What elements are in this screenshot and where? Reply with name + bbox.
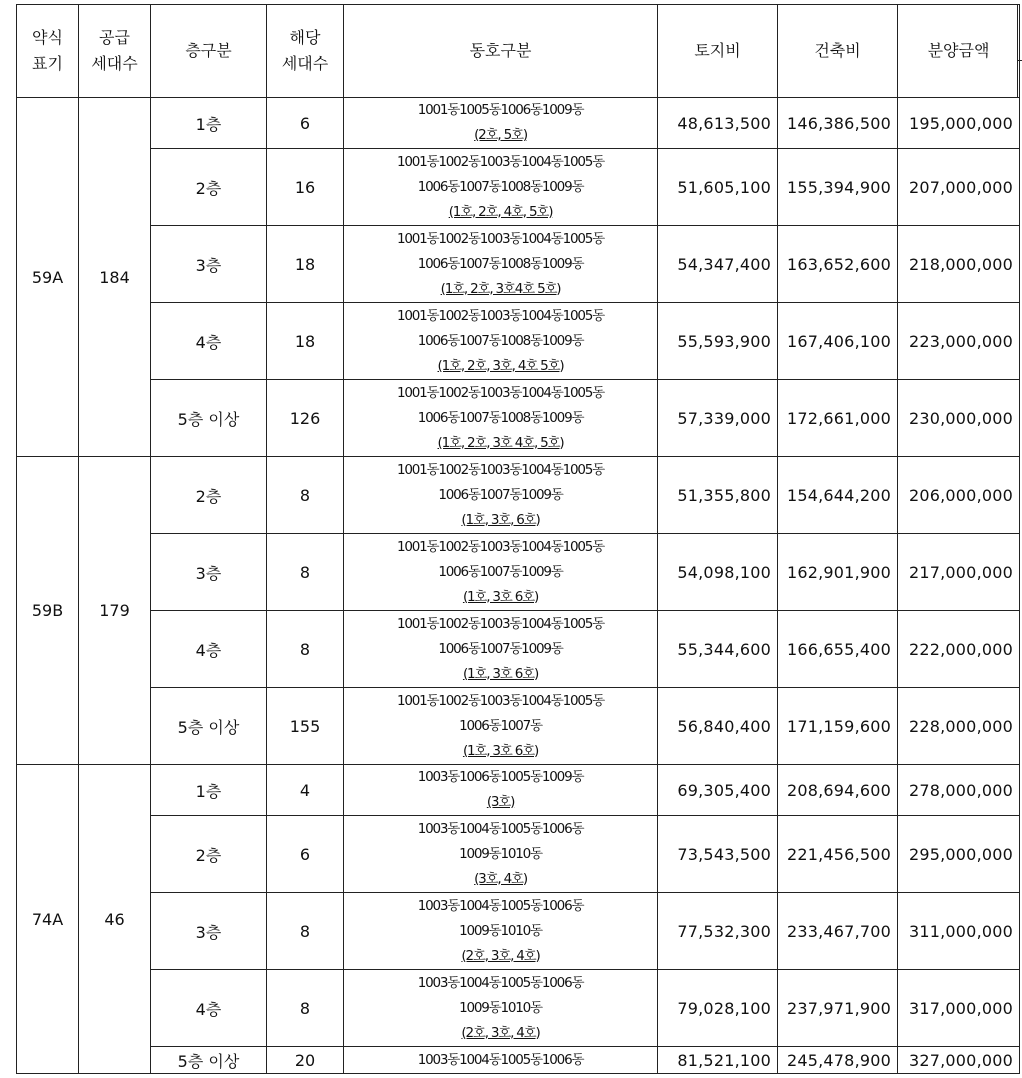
floor-cell: 4층 — [151, 970, 267, 1047]
dongho-line: 1009동1010동 — [459, 845, 542, 862]
dongho-line: (2호, 3호, 4호) — [461, 947, 540, 964]
price-cell: 195,000,000 — [898, 98, 1020, 149]
floor-cell: 5층 이상 — [151, 380, 267, 457]
floor-cell: 4층 — [151, 303, 267, 380]
price-cell: 206,000,000 — [898, 457, 1020, 534]
floor-cell: 3층 — [151, 534, 267, 611]
dongho-line: (1호, 2호, 4호, 5호) — [448, 203, 553, 220]
build-cost-cell: 208,694,600 — [778, 765, 898, 816]
dongho-line: 1006동1007동1008동1009동 — [417, 255, 584, 272]
land-cost-cell: 55,344,600 — [658, 611, 778, 688]
build-cost-cell: 233,467,700 — [778, 893, 898, 970]
price-cell: 222,000,000 — [898, 611, 1020, 688]
dongho-line: 1001동1002동1003동1004동1005동 — [397, 615, 604, 632]
land-cost-cell: 81,521,100 — [658, 1047, 778, 1074]
dongho-cell — [344, 893, 658, 970]
dongho-line: (2호, 5호) — [474, 127, 527, 143]
dongho-cell — [344, 303, 658, 380]
dongho-line: 1001동1002동1003동1004동1005동 — [397, 230, 604, 247]
dongho-line: (1호, 2호, 3호, 4호 5호) — [437, 357, 564, 374]
table-row — [17, 893, 1020, 970]
dongho-cell — [344, 98, 658, 149]
dongho-cell — [344, 970, 658, 1047]
build-cost-cell: 166,655,400 — [778, 611, 898, 688]
build-cost-cell: 172,661,000 — [778, 380, 898, 457]
dongho-cell — [344, 226, 658, 303]
dongho-line: 1001동1002동1003동1004동1005동 — [397, 538, 604, 555]
dongho-line: 1001동1005동1006동1009동 — [417, 102, 584, 118]
dongho-line: 1001동1002동1003동1004동1005동 — [397, 461, 604, 478]
land-cost-cell: 79,028,100 — [658, 970, 778, 1047]
build-cost-cell: 237,971,900 — [778, 970, 898, 1047]
build-cost-cell: 154,644,200 — [778, 457, 898, 534]
price-cell: 218,000,000 — [898, 226, 1020, 303]
units-cell: 126 — [267, 380, 344, 457]
dongho-line: 1001동1002동1003동1004동1005동 — [397, 692, 604, 709]
floor-cell: 2층 — [151, 149, 267, 226]
floor-cell: 4층 — [151, 611, 267, 688]
units-cell: 16 — [267, 149, 344, 226]
table-row — [17, 816, 1020, 893]
build-cost-cell: 155,394,900 — [778, 149, 898, 226]
header-price: 분양금액 — [898, 5, 1020, 98]
supply-cell: 46 — [79, 765, 151, 1074]
dongho-cell — [344, 534, 658, 611]
build-cost-cell: 221,456,500 — [778, 816, 898, 893]
header-land: 토지비 — [658, 5, 778, 98]
dongho-line: (1호, 3호, 6호) — [461, 511, 540, 528]
floor-cell: 3층 — [151, 226, 267, 303]
dongho-cell — [344, 765, 658, 816]
floor-cell: 3층 — [151, 893, 267, 970]
units-cell: 8 — [267, 457, 344, 534]
build-cost-cell: 245,478,900 — [778, 1047, 898, 1074]
header-units: 해당 세대수 — [267, 5, 344, 98]
floor-cell: 5층 이상 — [151, 688, 267, 765]
dongho-cell — [344, 380, 658, 457]
dongho-line: 1003동1004동1005동1006동 — [417, 820, 584, 837]
dongho-line: (1호, 2호, 3호 4호, 5호) — [437, 434, 564, 451]
price-cell: 228,000,000 — [898, 688, 1020, 765]
dongho-line: 1006동1007동1009동 — [438, 640, 563, 657]
dongho-cell — [344, 688, 658, 765]
table-row — [17, 457, 1020, 534]
table-row — [17, 226, 1020, 303]
units-cell: 8 — [267, 611, 344, 688]
dongho-line: (3호, 4호) — [474, 870, 527, 887]
price-cell: 223,000,000 — [898, 303, 1020, 380]
dongho-cell — [344, 457, 658, 534]
land-cost-cell: 54,347,400 — [658, 226, 778, 303]
table-row — [17, 765, 1020, 816]
type-cell: 59B — [17, 457, 79, 765]
units-cell: 20 — [267, 1047, 344, 1074]
build-cost-cell: 167,406,100 — [778, 303, 898, 380]
land-cost-cell: 55,593,900 — [658, 303, 778, 380]
dongho-line: 1001동1002동1003동1004동1005동 — [397, 384, 604, 401]
units-cell: 8 — [267, 970, 344, 1047]
land-cost-cell: 54,098,100 — [658, 534, 778, 611]
units-cell: 18 — [267, 303, 344, 380]
price-cell: 295,000,000 — [898, 816, 1020, 893]
table-row — [17, 534, 1020, 611]
dongho-line: 1003동1004동1005동1006동 — [417, 974, 584, 991]
price-cell: 327,000,000 — [898, 1047, 1020, 1074]
floor-cell: 2층 — [151, 457, 267, 534]
dongho-line: 1009동1010동 — [459, 922, 542, 939]
dongho-line: (1호, 3호 6호) — [462, 742, 539, 759]
header-dongho: 동호구분 — [344, 5, 658, 98]
table-row — [17, 149, 1020, 226]
dongho-line: 1003동1004동1005동1006동 — [417, 897, 584, 914]
table-body — [17, 98, 1020, 1074]
dongho-line: (1호, 3호 6호) — [462, 665, 539, 682]
dongho-line: (1호, 3호 6호) — [462, 588, 539, 605]
build-cost-cell: 162,901,900 — [778, 534, 898, 611]
dongho-cell — [344, 149, 658, 226]
dongho-line: 1001동1002동1003동1004동1005동 — [397, 153, 604, 170]
units-cell: 6 — [267, 816, 344, 893]
type-cell: 59A — [17, 98, 79, 457]
dongho-line: 1009동1010동 — [459, 999, 542, 1016]
land-cost-cell: 73,543,500 — [658, 816, 778, 893]
header-build: 건축비 — [778, 5, 898, 98]
supply-cell: 184 — [79, 98, 151, 457]
price-table — [16, 4, 1020, 1074]
supply-cell: 179 — [79, 457, 151, 765]
dongho-cell — [344, 1047, 658, 1074]
table-row — [17, 303, 1020, 380]
dongho-line: 1006동1007동1008동1009동 — [417, 409, 584, 426]
cut-off-column-edge — [1017, 4, 1022, 98]
units-cell: 6 — [267, 98, 344, 149]
units-cell: 8 — [267, 893, 344, 970]
land-cost-cell: 51,355,800 — [658, 457, 778, 534]
dongho-line: 1003동1006동1005동1009동 — [417, 769, 584, 785]
dongho-line: (1호, 2호, 3호4호 5호) — [440, 280, 561, 297]
header-type: 약식 표기 — [17, 5, 79, 98]
header-supply: 공급 세대수 — [79, 5, 151, 98]
price-cell: 278,000,000 — [898, 765, 1020, 816]
build-cost-cell: 163,652,600 — [778, 226, 898, 303]
header-row — [17, 5, 1020, 98]
table-row — [17, 970, 1020, 1047]
floor-cell: 5층 이상 — [151, 1047, 267, 1074]
land-cost-cell: 56,840,400 — [658, 688, 778, 765]
land-cost-cell: 48,613,500 — [658, 98, 778, 149]
land-cost-cell: 77,532,300 — [658, 893, 778, 970]
cut-off-column-mark — [1018, 60, 1022, 61]
dongho-line: 1006동1007동 — [459, 717, 542, 734]
price-cell: 207,000,000 — [898, 149, 1020, 226]
floor-cell: 2층 — [151, 816, 267, 893]
build-cost-cell: 171,159,600 — [778, 688, 898, 765]
land-cost-cell: 51,605,100 — [658, 149, 778, 226]
dongho-line: (2호, 3호, 4호) — [461, 1024, 540, 1041]
units-cell: 155 — [267, 688, 344, 765]
table-row — [17, 611, 1020, 688]
table-row — [17, 1047, 1020, 1074]
price-cell: 217,000,000 — [898, 534, 1020, 611]
table-row — [17, 380, 1020, 457]
type-cell: 74A — [17, 765, 79, 1074]
table-row — [17, 688, 1020, 765]
price-cell: 317,000,000 — [898, 970, 1020, 1047]
floor-cell: 1층 — [151, 98, 267, 149]
dongho-line: 1001동1002동1003동1004동1005동 — [397, 307, 604, 324]
land-cost-cell: 69,305,400 — [658, 765, 778, 816]
dongho-cell — [344, 611, 658, 688]
price-cell: 230,000,000 — [898, 380, 1020, 457]
header-floor: 층구분 — [151, 5, 267, 98]
price-cell: 311,000,000 — [898, 893, 1020, 970]
dongho-cell — [344, 816, 658, 893]
dongho-line: 1006동1007동1008동1009동 — [417, 178, 584, 195]
units-cell: 8 — [267, 534, 344, 611]
dongho-line: 1003동1004동1005동1006동 — [417, 1051, 584, 1068]
dongho-line: 1006동1007동1009동 — [438, 486, 563, 503]
dongho-line: 1006동1007동1009동 — [438, 563, 563, 580]
table-row — [17, 98, 1020, 149]
units-cell: 18 — [267, 226, 344, 303]
floor-cell: 1층 — [151, 765, 267, 816]
land-cost-cell: 57,339,000 — [658, 380, 778, 457]
units-cell: 4 — [267, 765, 344, 816]
build-cost-cell: 146,386,500 — [778, 98, 898, 149]
dongho-line: (3호) — [486, 794, 515, 810]
dongho-line: 1006동1007동1008동1009동 — [417, 332, 584, 349]
